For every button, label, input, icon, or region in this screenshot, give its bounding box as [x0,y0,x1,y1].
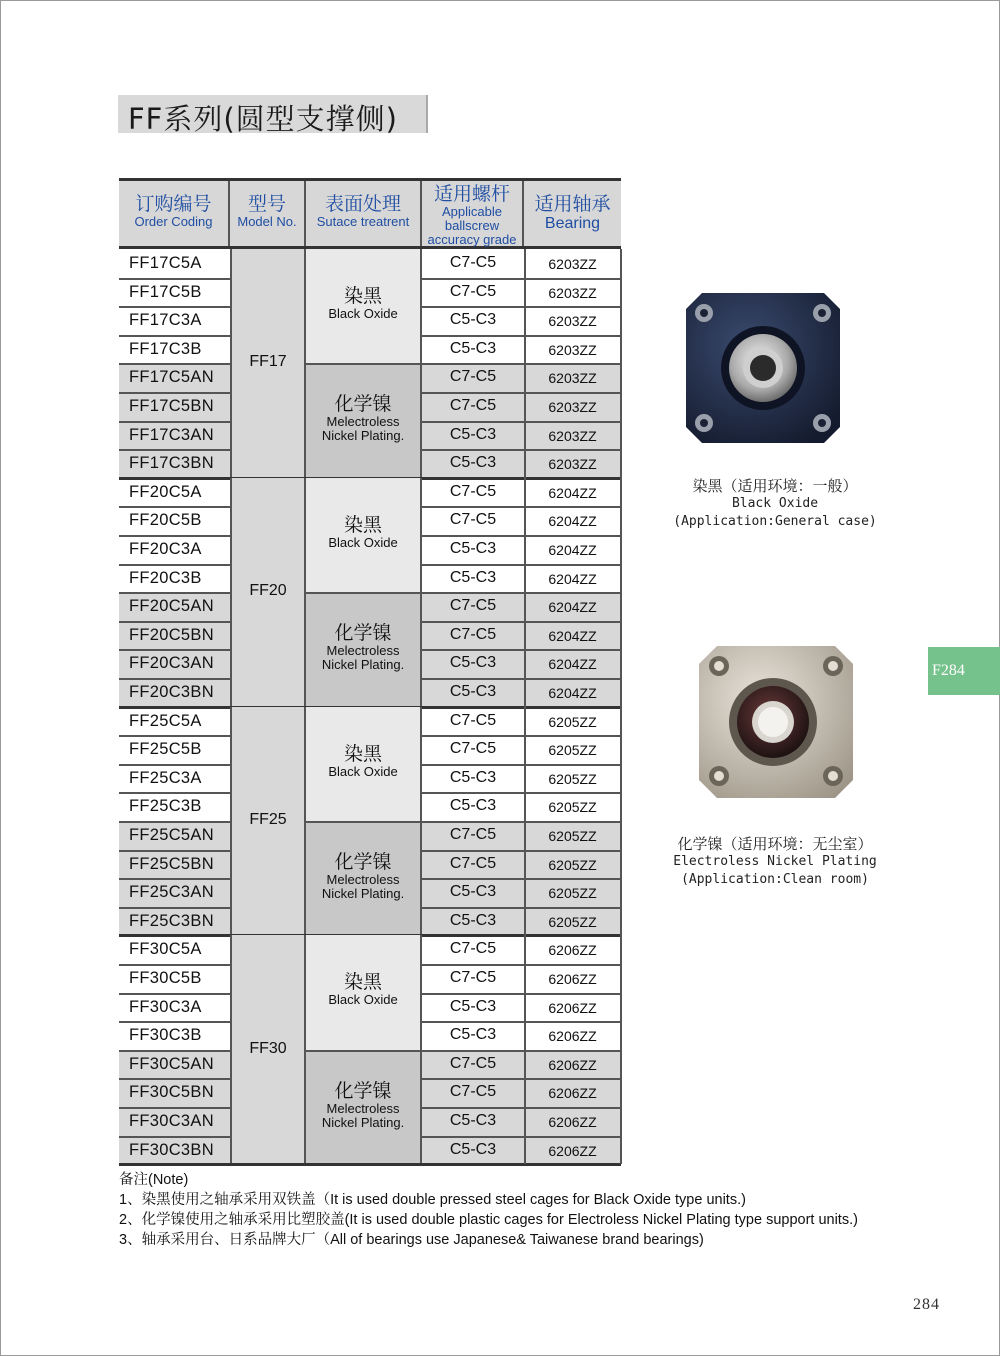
row-divider [119,564,230,566]
notes-section [119,1170,979,1250]
row-divider [422,850,621,852]
row-divider [422,1021,621,1023]
bearing-value: 6203ZZ [548,313,597,330]
header-bearing [524,181,621,246]
bearing-value: 6206ZZ [548,1114,597,1130]
note-2: 2、化学镍使用之轴承采用比塑胶盖(It is used double plastic cages for Electroless Nickel Plating type support units.) [119,1212,858,1228]
bearing-value: 6205ZZ [548,713,597,730]
surface-nickel-en2: Nickel Plating. [321,428,405,444]
surface-black-zh: 染黑 [343,513,382,536]
model-label: FF17 [249,353,287,371]
order-code: FF25C3B [129,797,202,816]
bearing-value: 6206ZZ [548,1085,597,1102]
model-label: FF30 [249,1039,287,1057]
order-code: FF20C3B [129,568,202,587]
nickel-caption-en2: (Application:Clean room) [681,872,869,887]
bearing-value: 6205ZZ [548,828,597,844]
order-code: FF17C3BN [129,454,214,473]
surface-black-oxide-cell [306,707,422,821]
black-oxide-caption-en2: (Application:General case) [673,514,877,529]
row-divider [422,335,621,337]
header-accuracy-grade [422,181,524,246]
bearing-value: 6206ZZ [548,999,597,1016]
accuracy-grade: C5-C3 [449,1140,497,1158]
row-divider [422,506,621,508]
header-order-coding-zh: 订购编号 [135,193,212,215]
header-bearing-en: Bearing [544,215,601,232]
bearing-value: 6203ZZ [548,456,597,473]
order-code: FF25C3A [129,768,202,787]
order-code: FF30C3A [129,997,202,1016]
row-divider [422,564,621,566]
header-model-no-zh: 型号 [247,193,286,215]
table-right-border [620,249,622,1164]
row-divider [119,592,230,594]
surface-black-en: Black Oxide [328,763,398,779]
header-accuracy-en3: accuracy grade [427,232,517,247]
row-divider [422,764,621,766]
bearing-value: 6204ZZ [548,627,597,644]
bearing-value: 6204ZZ [548,599,597,616]
order-code: FF20C3A [129,540,202,558]
accuracy-grade: C5-C3 [449,425,497,443]
accuracy-grade: C7-C5 [449,1083,497,1101]
nickel-unit-photo [695,642,857,802]
row-divider [119,363,230,365]
model-cell [230,478,306,707]
surface-nickel-en2: Nickel Plating. [321,657,405,673]
bearing-value: 6204ZZ [548,570,597,587]
note-3: 3、轴承采用台、日系品牌大厂（All of bearings use Japanese& Taiwanese brand bearings) [119,1232,704,1248]
accuracy-grade: C7-C5 [449,940,497,958]
row-divider [422,363,621,365]
surface-nickel-cell [306,1050,422,1164]
notes-heading: 备注(Note) [119,1172,189,1188]
row-divider [119,1107,230,1109]
row-divider [422,878,621,880]
accuracy-grade: C7-C5 [449,826,497,843]
row-divider [422,993,621,995]
nickel-caption-zh: 化学镍（适用环境：无尘室） [677,835,873,853]
bearing-value: 6206ZZ [548,942,597,959]
row-divider [119,850,230,852]
order-code: FF17C5AN [129,368,214,387]
order-code: FF17C5BN [129,397,214,415]
header-model-no [230,181,306,246]
row-divider [119,506,230,508]
order-code: FF25C3AN [129,883,214,902]
bearing-value: 6205ZZ [548,856,597,873]
black-oxide-caption-zh: 染黑（适用环境：一般） [692,477,858,495]
accuracy-grade: C7-C5 [449,368,497,386]
row-divider [422,392,621,394]
row-divider [119,535,230,537]
page-number: 284 [913,1296,940,1313]
bearing-value: 6205ZZ [548,742,597,759]
model-cell [230,249,306,478]
title-banner [118,95,428,136]
bearing-value: 6203ZZ [548,256,597,272]
surface-black-oxide-cell [306,478,422,592]
group-divider [119,1163,621,1166]
bearing-value: 6203ZZ [548,370,597,387]
header-surface-zh: 表面处理 [324,193,401,215]
bearing-value: 6206ZZ [548,971,597,987]
row-divider [422,306,621,308]
row-divider [422,964,621,966]
accuracy-grade: C7-C5 [449,482,497,500]
bearing-value: 6203ZZ [548,427,597,444]
accuracy-grade: C7-C5 [449,969,497,986]
order-code: FF30C5A [129,940,202,959]
surface-nickel-en1: Melectroless [326,872,400,887]
model-cell [230,707,306,936]
surface-nickel-en1: Melectroless [326,1100,400,1116]
header-bearing-zh: 适用轴承 [534,193,611,215]
surface-black-oxide-cell [306,935,422,1049]
surface-black-en: Black Oxide [328,992,398,1008]
row-divider [422,421,621,423]
surface-nickel-zh: 化学镍 [334,393,392,416]
bearing-value: 6204ZZ [548,513,597,530]
nickel-caption [655,835,895,889]
row-divider [422,1136,621,1138]
accuracy-grade: C7-C5 [449,282,497,300]
row-divider [422,792,621,794]
bearing-value: 6203ZZ [548,284,597,301]
row-divider [422,621,621,623]
accuracy-grade: C5-C3 [449,683,497,700]
row-divider [422,678,621,680]
table-header [119,178,621,249]
bearing-value: 6205ZZ [548,770,597,787]
accuracy-grade: C5-C3 [449,1112,497,1129]
row-divider [422,735,621,737]
accuracy-grade: C5-C3 [449,454,497,472]
order-code: FF30C5BN [129,1083,214,1102]
surface-nickel-en2: Nickel Plating. [321,1114,405,1130]
order-code: FF30C3BN [129,1140,214,1159]
order-code: FF25C5B [129,740,202,759]
accuracy-grade: C5-C3 [449,997,497,1015]
accuracy-grade: C5-C3 [449,797,497,815]
row-divider [119,421,230,423]
header-accuracy-en2: ballscrew [444,218,500,233]
row-divider [119,764,230,766]
order-code: FF20C5BN [129,625,214,644]
order-code: FF25C5AN [129,826,214,844]
bearing-value: 6206ZZ [548,1056,597,1073]
row-divider [119,735,230,737]
bearing-value: 6205ZZ [548,913,597,930]
accuracy-grade: C5-C3 [449,540,497,557]
row-divider [422,278,621,280]
header-surface-en: Sutace treatrent [316,214,410,229]
nickel-caption-en1: Electroless Nickel Plating [673,854,877,869]
row-divider [422,649,621,651]
page-title: FF系列(圆型支撑侧) [128,102,398,136]
row-divider [119,449,230,451]
row-divider [119,649,230,651]
surface-nickel-en2: Nickel Plating. [321,886,405,901]
accuracy-grade: C7-C5 [449,711,497,729]
surface-nickel-cell [306,363,422,477]
bearing-value: 6205ZZ [548,885,597,902]
row-divider [119,907,230,909]
surface-nickel-zh: 化学镍 [334,1079,392,1102]
surface-nickel-en1: Melectroless [326,414,400,430]
black-oxide-caption-en1: Black Oxide [731,496,819,511]
row-divider [119,792,230,794]
row-divider [119,1021,230,1023]
bearing-value: 6203ZZ [548,341,597,358]
order-code: FF17C3B [129,339,202,358]
row-divider [119,878,230,880]
bearing-value: 6204ZZ [548,484,597,501]
surface-black-oxide-cell [306,249,422,363]
row-divider [119,1136,230,1138]
header-model-no-en: Model No. [237,214,297,229]
surface-nickel-zh: 化学镍 [334,851,392,873]
accuracy-grade: C7-C5 [449,854,497,872]
grade-bearing-divider [524,249,526,1164]
header-order-coding [119,181,230,246]
row-divider [422,592,621,594]
surface-nickel-zh: 化学镍 [334,622,392,645]
surface-nickel-en1: Melectroless [326,643,400,659]
header-accuracy-zh: 适用螺杆 [433,183,510,205]
row-divider [119,1050,230,1052]
order-code: FF30C3AN [129,1112,214,1130]
accuracy-grade: C7-C5 [449,397,497,414]
bearing-value: 6203ZZ [548,399,597,415]
row-divider [119,993,230,995]
black-oxide-caption [660,477,890,531]
row-divider [119,1078,230,1080]
accuracy-grade: C5-C3 [449,339,497,357]
black-oxide-unit-photo [682,285,844,450]
bearing-value: 6204ZZ [548,656,597,673]
order-code: FF20C5AN [129,597,214,616]
accuracy-grade: C5-C3 [449,911,497,929]
header-order-coding-en: Order Coding [134,214,213,229]
row-divider [422,907,621,909]
order-code: FF17C5B [129,282,202,301]
header-accuracy-en1: Applicable [442,204,502,219]
bearing-value: 6204ZZ [548,542,597,558]
order-code: FF17C5A [129,254,202,272]
row-divider [119,621,230,623]
accuracy-grade: C5-C3 [449,768,497,786]
row-divider [119,335,230,337]
order-code: FF30C5B [129,969,202,987]
bearing-value: 6206ZZ [548,1142,597,1159]
surface-black-zh: 染黑 [343,742,382,765]
model-cell [230,935,306,1164]
order-code: FF17C3A [129,311,202,330]
row-divider [119,821,230,823]
row-divider [422,1050,621,1052]
row-divider [119,278,230,280]
header-surface [306,181,422,246]
row-divider [422,1078,621,1080]
surface-black-en: Black Oxide [328,534,398,550]
order-code: FF30C5AN [129,1054,214,1073]
row-divider [119,306,230,308]
order-code: FF30C3B [129,1026,202,1045]
accuracy-grade: C5-C3 [449,654,497,672]
row-divider [422,1107,621,1109]
accuracy-grade: C5-C3 [449,1026,497,1044]
accuracy-grade: C7-C5 [449,625,497,643]
order-code: FF17C3AN [129,425,214,444]
row-divider [119,678,230,680]
order-code: FF20C5A [129,482,202,501]
accuracy-grade: C5-C3 [449,311,497,329]
order-code: FF20C3AN [129,654,214,673]
row-divider [422,821,621,823]
accuracy-grade: C7-C5 [449,511,497,529]
surface-black-zh: 染黑 [343,971,382,994]
accuracy-grade: C7-C5 [449,740,497,758]
order-code: FF25C5BN [129,854,214,873]
row-divider [119,392,230,394]
row-divider [422,449,621,451]
surface-black-zh: 染黑 [343,285,382,307]
accuracy-grade: C7-C5 [449,1054,497,1072]
bearing-value: 6204ZZ [548,685,597,701]
accuracy-grade: C5-C3 [449,883,497,901]
surface-black-en: Black Oxide [328,306,398,321]
note-1: 1、染黑使用之轴承采用双铁盖（It is used double pressed steel cages for Black Oxide type units.) [119,1192,746,1208]
surface-nickel-cell [306,592,422,706]
bearing-value: 6206ZZ [548,1028,597,1045]
accuracy-grade: C5-C3 [449,568,497,586]
bearing-value: 6205ZZ [548,799,597,816]
chapter-tab[interactable]: F284 [928,647,1000,695]
order-code: FF20C3BN [129,683,214,701]
order-code: FF25C3BN [129,911,214,930]
model-label: FF25 [249,810,287,828]
row-divider [422,535,621,537]
accuracy-grade: C7-C5 [449,254,497,271]
order-code: FF25C5A [129,711,202,730]
row-divider [119,964,230,966]
model-label: FF20 [249,582,287,600]
accuracy-grade: C7-C5 [449,597,497,615]
order-code: FF20C5B [129,511,202,530]
surface-nickel-cell [306,821,422,935]
